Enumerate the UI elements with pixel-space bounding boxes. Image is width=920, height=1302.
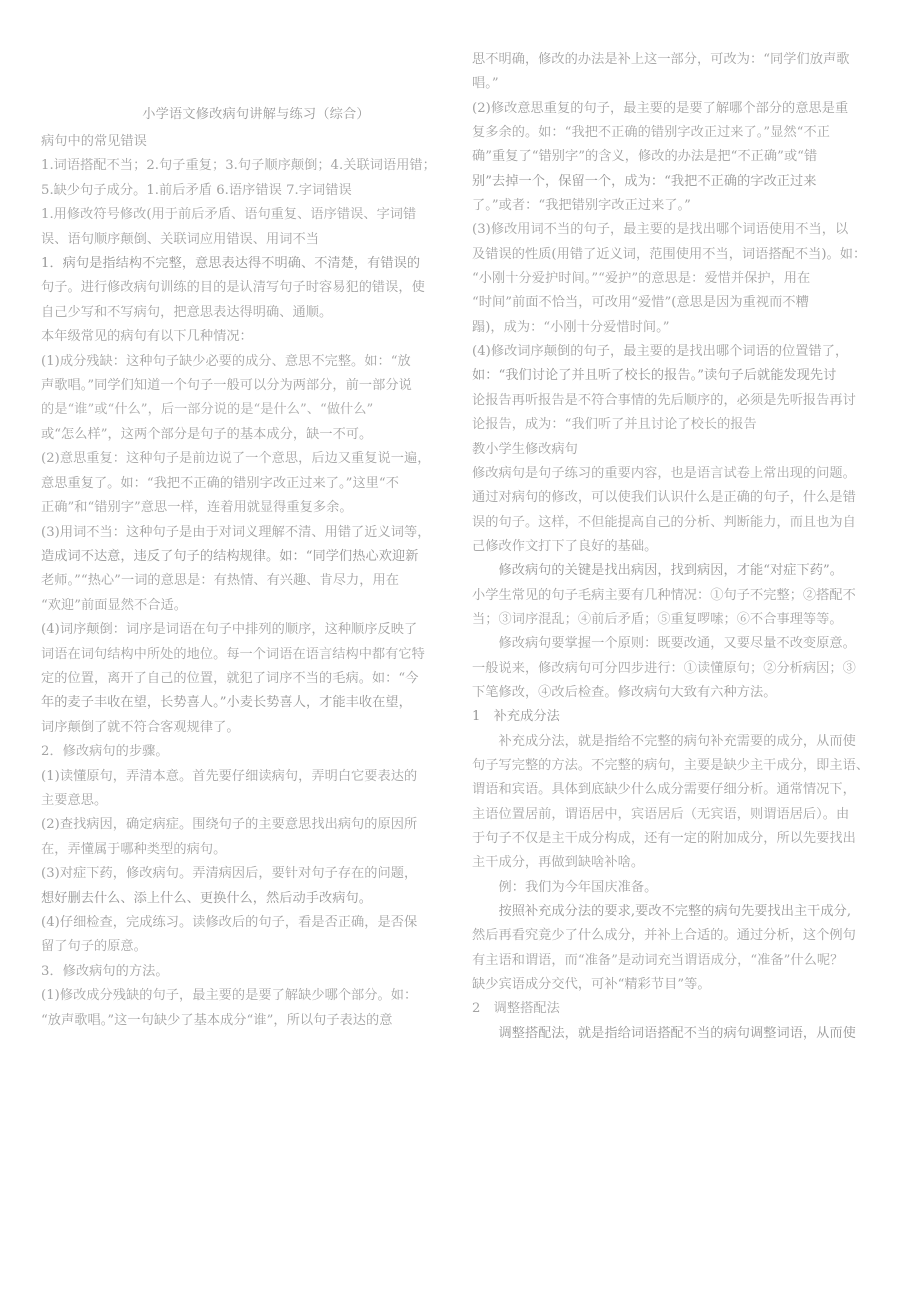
text-line: (2)修改意思重复的句子，最主要的是要了解哪个部分的意思是重	[472, 100, 849, 116]
text-line: 下笔修改，④改后检查。修改病句大致有六种方法。	[472, 684, 777, 700]
left-column	[41, 48, 471, 1033]
text-line: “小刚十分爱护时间。”“爱护”的意思是：爱惜并保护，用在	[472, 271, 811, 287]
text-line: 意思重复了。如：“我把不正确的错别字改正过来了。”这里“不	[41, 475, 399, 491]
text-line: 如：“我们讨论了并且听了校长的报告。”读句子后就能发现先讨	[472, 368, 837, 384]
text-line: 误、语句顺序颠倒、关联词应用错误、用词不当	[41, 231, 319, 247]
text-line: (4)修改词序颠倒的句子，最主要的是找出哪个词语的位置错了，	[472, 344, 849, 360]
text-line: 修改病句是句子练习的重要内容，也是语言试卷上常出现的问题。	[472, 465, 856, 481]
text-line: “放声歌唱。”这一句缺少了基本成分“谁”，所以句子表达的意	[41, 1012, 393, 1028]
text-line: 5.缺少句子成分。1.前后矛盾 6.语序错误 7.字词错误	[41, 182, 352, 198]
text-line: 定的位置，离开了自己的位置，就犯了词序不当的毛病。如：“今	[41, 670, 419, 686]
text-line: 论报告，成为：“我们听了并且讨论了校长的报告	[472, 417, 757, 433]
text-line: (4)词序颠倒：词序是词语在句子中排列的顺序，这种顺序反映了	[41, 622, 418, 638]
text-line: 造成词不达意，违反了句子的结构规律。如：“同学们热心欢迎新	[41, 548, 419, 564]
text-line: 词序颠倒了就不符合客观规律了。	[41, 719, 240, 735]
text-line: 句子。进行修改病句训练的目的是认清写句子时容易犯的错误，使	[41, 280, 425, 296]
text-line: 或“怎么样”，这两个部分是句子的基本成分，缺一不可。	[41, 426, 373, 442]
text-line: 通过对病句的修改，可以使我们认识什么是正确的句子，什么是错	[472, 490, 856, 506]
text-line: 声歌唱。”同学们知道一个句子一般可以分为两部分，前一部分说	[41, 378, 412, 394]
text-line: 按照补充成分法的要求,要改不完整的病句先要找出主干成分,	[472, 904, 852, 920]
text-line: 及错误的性质(用错了近义词，范围使用不当，词语搭配不当)。如：	[472, 246, 867, 262]
text-line: 缺少宾语成分交代，可补“精彩节目”等。	[472, 977, 711, 993]
text-line: (1)读懂原句，弄清本意。首先要仔细读病句，弄明白它要表达的	[41, 768, 418, 784]
text-line: 确”重复了“错别字”的含义，修改的办法是把“不正确”或“错	[472, 149, 818, 165]
text-line: 3．修改病句的方法。	[41, 963, 169, 979]
text-line: (1)成分残缺：这种句子缺少必要的成分、意思不完整。如：“放	[41, 353, 411, 369]
text-line: 在，弄懂属于哪种类型的病句。	[41, 841, 227, 857]
two-column-body	[0, 48, 920, 1046]
text-line: 思不明确，修改的办法是补上这一部分，可改为：“同学们放声歌	[472, 52, 850, 67]
text-line: 1.词语搭配不当；2.句子重复；3.句子顺序颠倒；4.关联词语用错；	[41, 158, 436, 174]
text-line: 然后再看究竟少了什么成分，并补上合适的。通过分析，这个例句	[472, 928, 856, 944]
text-line: 留了句子的原意。	[41, 939, 147, 955]
right-column	[471, 48, 891, 1046]
text-line: 例：我们为今年国庆准备。	[472, 879, 658, 895]
text-line: 论报告再听报告是不符合事情的先后顺序的，必须是先听报告再讨	[472, 392, 856, 408]
text-line: “欢迎”前面显然不合适。	[41, 597, 187, 613]
text-line: (2)意思重复：这种句子是前边说了一个意思，后边又重复说一遍，	[41, 451, 431, 467]
text-line: 句子写完整的方法。不完整的病句，主要是缺少主干成分，即主语、	[472, 757, 870, 773]
text-line: 自己少写和不写病句，把意思表达得明确、通顺。	[41, 304, 333, 320]
text-line: 1.用修改符号修改(用于前后矛盾、语句重复、语序错误、字词错	[41, 207, 417, 223]
text-line: 己修改作文打下了良好的基础。	[472, 538, 658, 554]
text-line: (3)对症下药，修改病句。弄清病因后，要针对句子存在的问题，	[41, 866, 418, 882]
text-line: (1)修改成分残缺的句子，最主要的是要了解缺少哪个部分。如：	[41, 988, 418, 1004]
text-line: 老师。”“热心”一词的意思是：有热情、有兴趣、肯尽力，用在	[41, 573, 399, 589]
text-line: 补充成分法，就是指给不完整的病句补充需要的成分，从而使	[472, 733, 856, 749]
text-line: “时间”前面不恰当，可改用“爱惜”(意思是因为重视而不糟	[472, 295, 809, 311]
page-title: 小学语文修改病句讲解与练习（综合）	[142, 107, 370, 122]
text-line: 别”去掉一个，保留一个，成为：“我把不正确的字改正过来	[472, 173, 817, 189]
text-line: 的是“谁”或“什么”，后一部分说的是“是什么”、“做什么”	[41, 402, 374, 418]
text-line: 小学生常见的句子毛病主要有几种情况：①句子不完整；②搭配不	[472, 587, 856, 603]
text-line: (3)修改用词不当的句子，最主要的是找出哪个词语使用不当，以	[472, 222, 849, 238]
text-line: (2)查找病因，确定病症。围绕句子的主要意思找出病句的原因所	[41, 817, 418, 833]
text-line: 修改病句要掌握一个原则：既要改通，又要尽量不改变原意。	[472, 636, 856, 652]
text-line: 修改病句的关键是找出病因，找到病因，才能“对症下药”。	[472, 563, 843, 579]
text-line: 蹋)，成为：“小刚十分爱惜时间。”	[472, 319, 670, 335]
text-line: 了。”或者：“我把错别字改正过来了。”	[472, 198, 691, 214]
text-line: 主语位置居前，谓语居中，宾语居后（无宾语，则谓语居后）。由	[472, 806, 850, 822]
text-line: 有主语和谓语，而“准备”是动词充当谓语成分，“准备”什么呢？	[472, 952, 844, 968]
text-line: 词语在词句结构中所处的地位。每一个词语在语言结构中都有它特	[41, 646, 425, 662]
text-line: 2．修改病句的步骤。	[41, 744, 169, 760]
text-line: 谓语和宾语。具体到底缺少什么成分需要仔细分析。通常情况下，	[472, 782, 856, 798]
text-line: 2 调整搭配法	[472, 1001, 560, 1017]
text-line: 一般说来，修改病句可分四步进行：①读懂原句；②分析病因；③	[472, 660, 856, 676]
text-line: (3)用词不当：这种句子是由于对词义理解不清、用错了近义词等，	[41, 524, 431, 540]
text-line: 复多余的。如：“我把不正确的错别字改正过来了。”显然“不正	[472, 125, 830, 141]
text-line: (4)仔细检查，完成练习。读修改后的句子，看是否正确，是否保	[41, 915, 418, 930]
text-line: 年的麦子丰收在望，长势喜人。”小麦长势喜人，才能丰收在望，	[41, 695, 412, 711]
text-line: 本年级常见的病句有以下几种情况：	[41, 329, 253, 345]
text-line: 主干成分，再做到缺啥补啥。	[472, 855, 645, 871]
text-line: 1．病句是指结构不完整，意思表达得不明确、不清楚，有错误的	[41, 256, 421, 272]
text-line: 正确”和“错别字”意思一样，连着用就显得重复多余。	[41, 500, 353, 516]
section-heading: 1 补充成分法	[472, 709, 560, 725]
text-line: 当；③词序混乱；④前后矛盾；⑤重复啰嗦；⑥不合事理等等。	[472, 611, 843, 627]
text-line: 主要意思。	[41, 792, 108, 808]
text-line: 教小学生修改病句	[472, 441, 578, 457]
section-heading: 调整搭配法，就是指给词语搭配不当的病句调整词语，从而使	[472, 1025, 856, 1041]
right-column-text	[472, 48, 891, 1046]
left-column-text	[41, 130, 471, 1033]
text-line: 想好删去什么、添上什么、更换什么，然后动手改病句。	[41, 890, 372, 906]
text-line: 于句子不仅是主干成分构成，还有一定的附加成分，所以先要找出	[472, 831, 856, 846]
text-line: 病句中的常见错误	[41, 134, 147, 149]
text-line: 误的句子。这样，不但能提高自己的分析、判断能力，而且也为自	[472, 514, 856, 530]
text-line: 唱。”	[472, 76, 499, 92]
